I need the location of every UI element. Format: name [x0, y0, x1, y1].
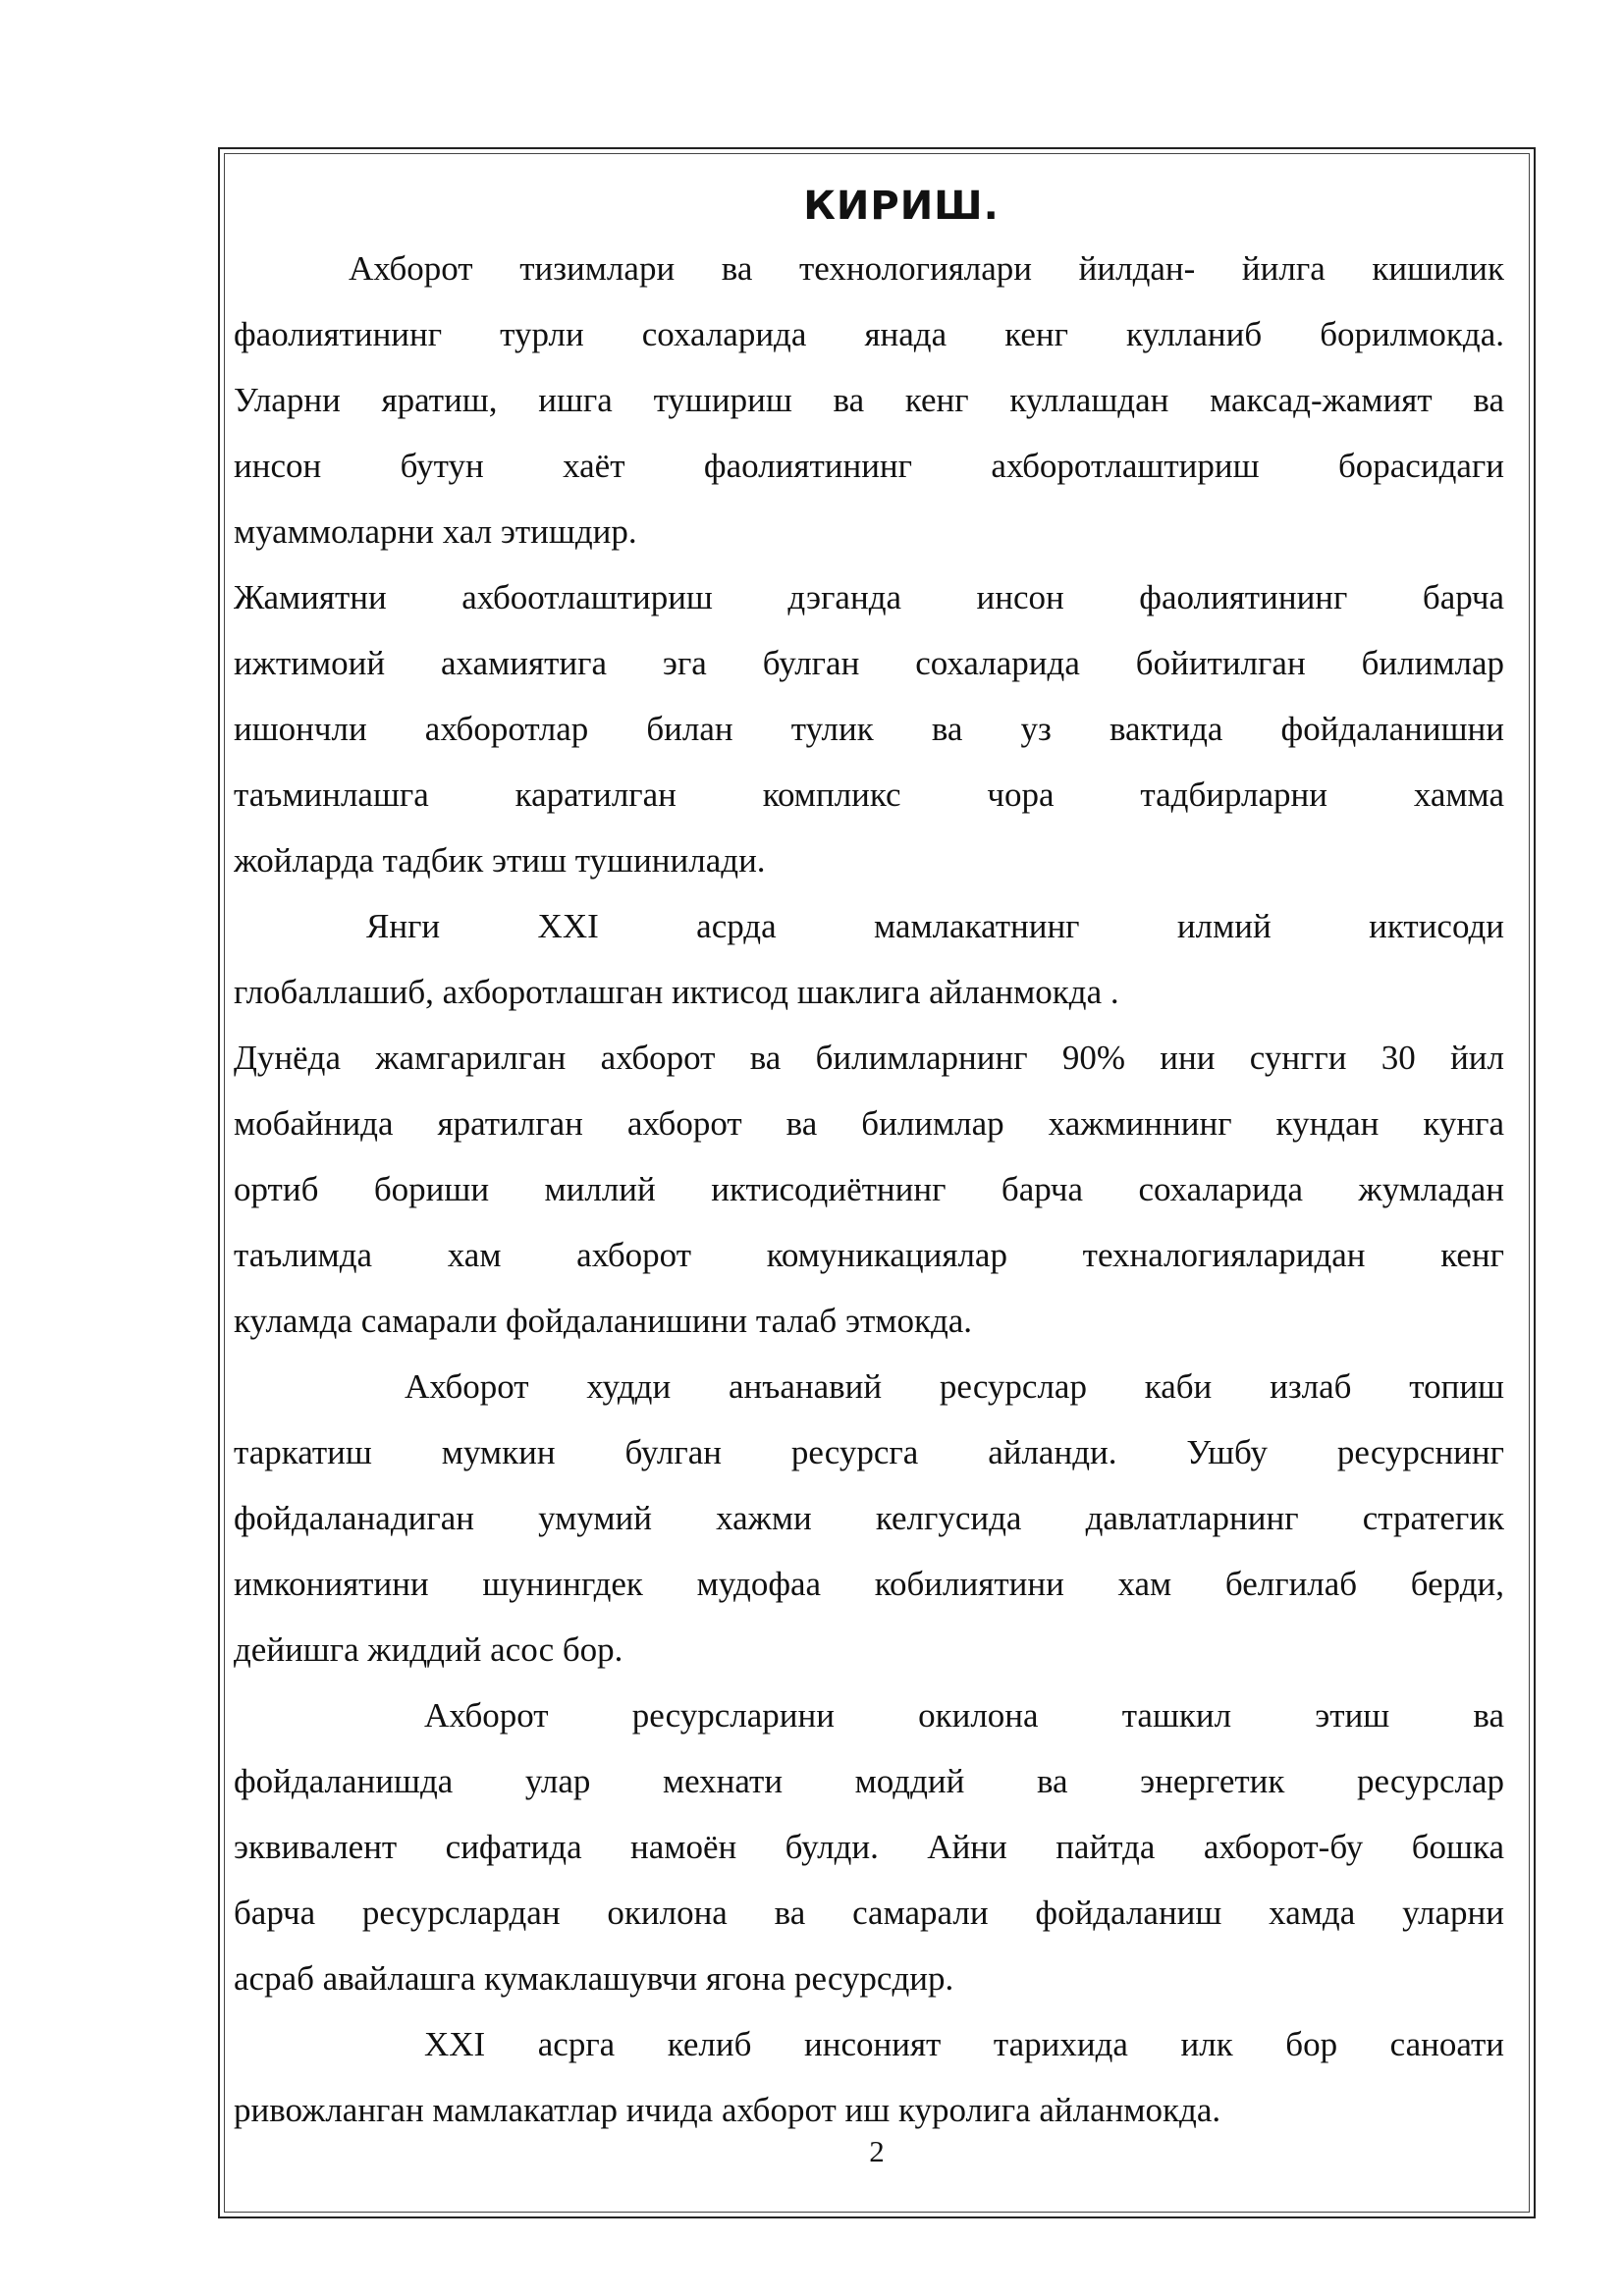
text-line: XXI асрга келиб инсоният тарихида илк бор саноати	[424, 2025, 1504, 2063]
text-line: асраб авайлашга кумаклашувчи ягона ресурсдир.	[234, 1959, 954, 1998]
text-line: глобаллашиб, ахборотлашган иктисод шаклига айланмокда .	[234, 973, 1119, 1011]
text-line: таълимда хам ахборот комуникациялар техналогияларидан кенг	[234, 1236, 1504, 1274]
text-line: ишончли ахборотлар билан тулик ва уз вактида фойдаланишни	[234, 710, 1504, 748]
text-line: жойларда тадбик этиш тушинилади.	[234, 841, 766, 880]
text-line: дейишга жиддий асос бор.	[234, 1630, 623, 1669]
text-line: куламда самарали фойдаланишини талаб этмокда.	[234, 1302, 973, 1340]
page-title: КИРИШ.	[803, 184, 1000, 229]
text-line: инсон бутун хаёт фаолиятининг ахборотлаштириш борасидаги	[234, 447, 1504, 485]
text-line: Уларни яратиш, ишга тушириш ва кенг куллашдан максад-жамият ва	[234, 381, 1504, 419]
text-line: Ахборот тизимлари ва технологиялари йилдан- йилга кишилик	[349, 249, 1504, 288]
text-line: ривожланган мамлакатлар ичида ахборот иш куролига айланмокда.	[234, 2091, 1221, 2129]
text-line: имкониятини шунингдек мудофаа кобилиятини хам белгилаб берди,	[234, 1565, 1504, 1603]
text-line: Ахборот худди анъанавий ресурслар каби излаб топиш	[405, 1367, 1504, 1406]
text-line: фойдаланадиган умумий хажми келгусида давлатларнинг стратегик	[234, 1499, 1504, 1537]
text-line: барча ресурслардан окилона ва самарали фойдаланиш хамда уларни	[234, 1894, 1504, 1932]
text-line: ортиб бориши миллий иктисодиётнинг барча сохаларида жумладан	[234, 1170, 1504, 1208]
text-line: фаолиятининг турли сохаларида янада кенг кулланиб борилмокда.	[234, 315, 1504, 353]
text-line: Янги XXI асрда мамлакатнинг илмий иктисоди	[366, 907, 1504, 945]
text-line: муаммоларни хал этишдир.	[234, 512, 637, 551]
text-line: ижтимоий ахамиятига эга булган сохаларида бойитилган билимлар	[234, 644, 1504, 682]
text-line: Дунёда жамгарилган ахборот ва билимларнинг 90% ини сунгги 30 йил	[234, 1039, 1504, 1077]
text-line: таъминлашга каратилган компликс чора тадбирларни хамма	[234, 775, 1504, 814]
text-line: Жамиятни ахбоотлаштириш дэганда инсон фаолиятининг барча	[234, 578, 1504, 616]
text-line: фойдаланишда улар мехнати моддий ва энергетик ресурслар	[234, 1762, 1504, 1800]
page-number: 2	[869, 2134, 885, 2168]
text-line: эквивалент сифатида намоён булди. Айни пайтда ахборот-бу бошка	[234, 1828, 1504, 1866]
text-line: мобайнида яратилган ахборот ва билимлар хажминнинг кундан кунга	[234, 1104, 1504, 1143]
text-line: Ахборот ресурсларини окилона ташкил этиш ва	[424, 1696, 1504, 1735]
text-line: таркатиш мумкин булган ресурсга айланди. Ушбу ресурснинг	[234, 1433, 1504, 1471]
